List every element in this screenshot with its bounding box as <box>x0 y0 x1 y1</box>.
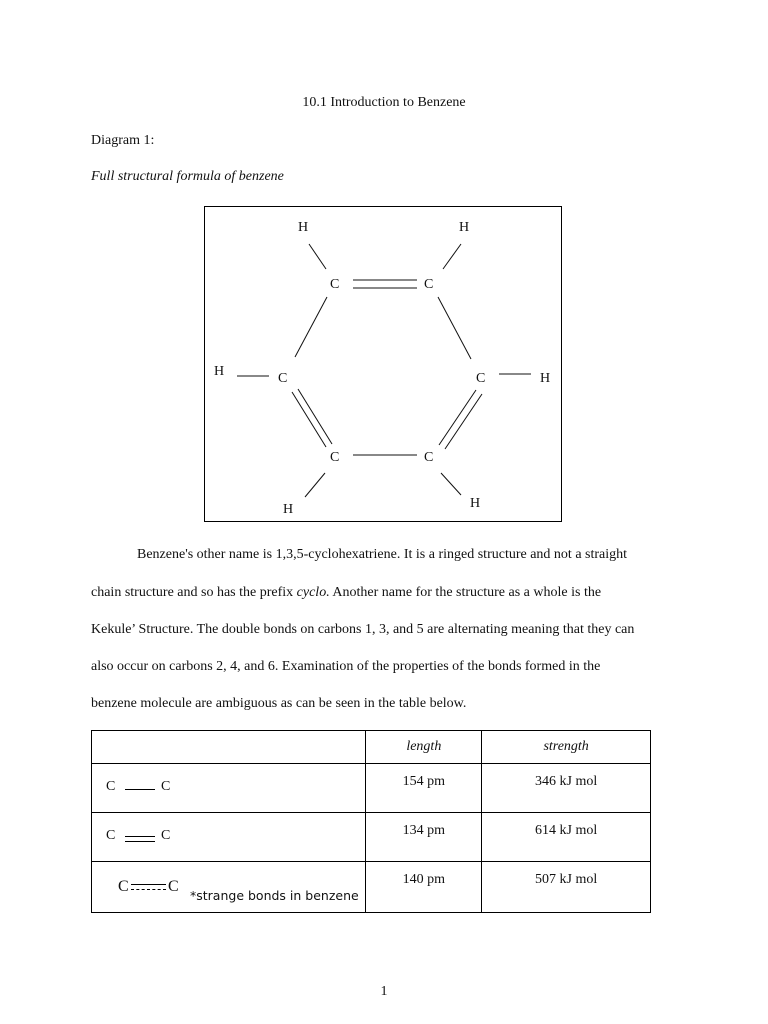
c5-c6-double-bond-b <box>298 389 332 444</box>
length-cell: 154 pm <box>366 764 482 813</box>
c2-c3-single-bond <box>438 297 471 359</box>
atom-left: C <box>118 878 129 895</box>
paragraph-line-5: benzene molecule are ambiguous as can be seen in the table below. <box>91 696 467 711</box>
c5-h-bond <box>305 473 325 497</box>
benzene-structure-svg <box>205 207 563 523</box>
c1-h-bond <box>309 244 326 269</box>
hydrogen-2: H <box>459 220 470 235</box>
diagram-label: Diagram 1: <box>91 133 155 148</box>
benzene-structure-diagram <box>204 206 562 522</box>
atom-right: C <box>168 878 179 895</box>
bond-single-cell <box>92 764 366 813</box>
hydrogen-4: H <box>470 496 481 511</box>
table-row <box>92 764 651 813</box>
diagram-caption: Full structural formula of benzene <box>91 169 284 184</box>
atom-right: C <box>161 828 171 843</box>
carbon-3: C <box>476 371 486 386</box>
atom-left: C <box>106 779 116 794</box>
hydrogen-6: H <box>214 364 225 379</box>
partial-double-bond-lines <box>131 884 166 890</box>
length-cell: 140 pm <box>366 862 482 913</box>
c3-c4-double-bond-b <box>445 394 482 449</box>
carbon-5: C <box>330 450 340 465</box>
strength-cell: 346 kJ mol <box>482 764 651 813</box>
length-cell: 134 pm <box>366 813 482 862</box>
table-row <box>92 813 651 862</box>
header-bond <box>92 731 366 764</box>
bond-properties-table <box>91 730 651 913</box>
page-number: 1 <box>380 984 388 999</box>
c3-c4-double-bond-a <box>439 390 476 445</box>
hydrogen-1: H <box>298 220 309 235</box>
table-header-row <box>92 731 651 764</box>
header-strength: strength <box>482 731 651 764</box>
carbon-4: C <box>424 450 434 465</box>
table-row <box>92 862 651 913</box>
paragraph-line-2-end: Another name for the structure as a whole is the <box>329 585 602 600</box>
bond-double-cell <box>92 813 366 862</box>
paragraph-line-2 <box>91 585 651 601</box>
carbon-1: C <box>330 277 340 292</box>
carbon-2: C <box>424 277 434 292</box>
carbon-6: C <box>278 371 288 386</box>
c2-h-bond <box>443 244 461 269</box>
page-title: 10.1 Introduction to Benzene <box>302 95 466 110</box>
strength-cell: 507 kJ mol <box>482 862 651 913</box>
paragraph-line-1: Benzene's other name is 1,3,5-cyclohexatriene. It is a ringed structure and not a straight <box>137 547 628 562</box>
hydrogen-5: H <box>283 502 294 517</box>
strange-bonds-note: *strange bonds in benzene <box>190 888 359 903</box>
c4-h-bond <box>441 473 461 495</box>
atom-left: C <box>106 828 116 843</box>
paragraph-line-2-start: chain structure and so has the prefix <box>91 585 297 600</box>
paragraph-line-3: Kekule’ Structure. The double bonds on carbons 1, 3, and 5 are alternating meaning that they can <box>91 622 635 637</box>
hydrogen-3: H <box>540 371 551 386</box>
c6-c1-single-bond <box>295 297 327 357</box>
header-length: length <box>366 731 482 764</box>
bond-benzene-cell <box>92 862 366 913</box>
strength-cell: 614 kJ mol <box>482 813 651 862</box>
c5-c6-double-bond-a <box>292 392 326 447</box>
paragraph-line-4: also occur on carbons 2, 4, and 6. Examination of the properties of the bonds formed in the <box>91 659 601 674</box>
single-bond-line <box>125 789 155 790</box>
double-bond-lines <box>125 836 155 842</box>
prefix-cyclo: cyclo. <box>296 585 330 600</box>
atom-right: C <box>161 779 171 794</box>
